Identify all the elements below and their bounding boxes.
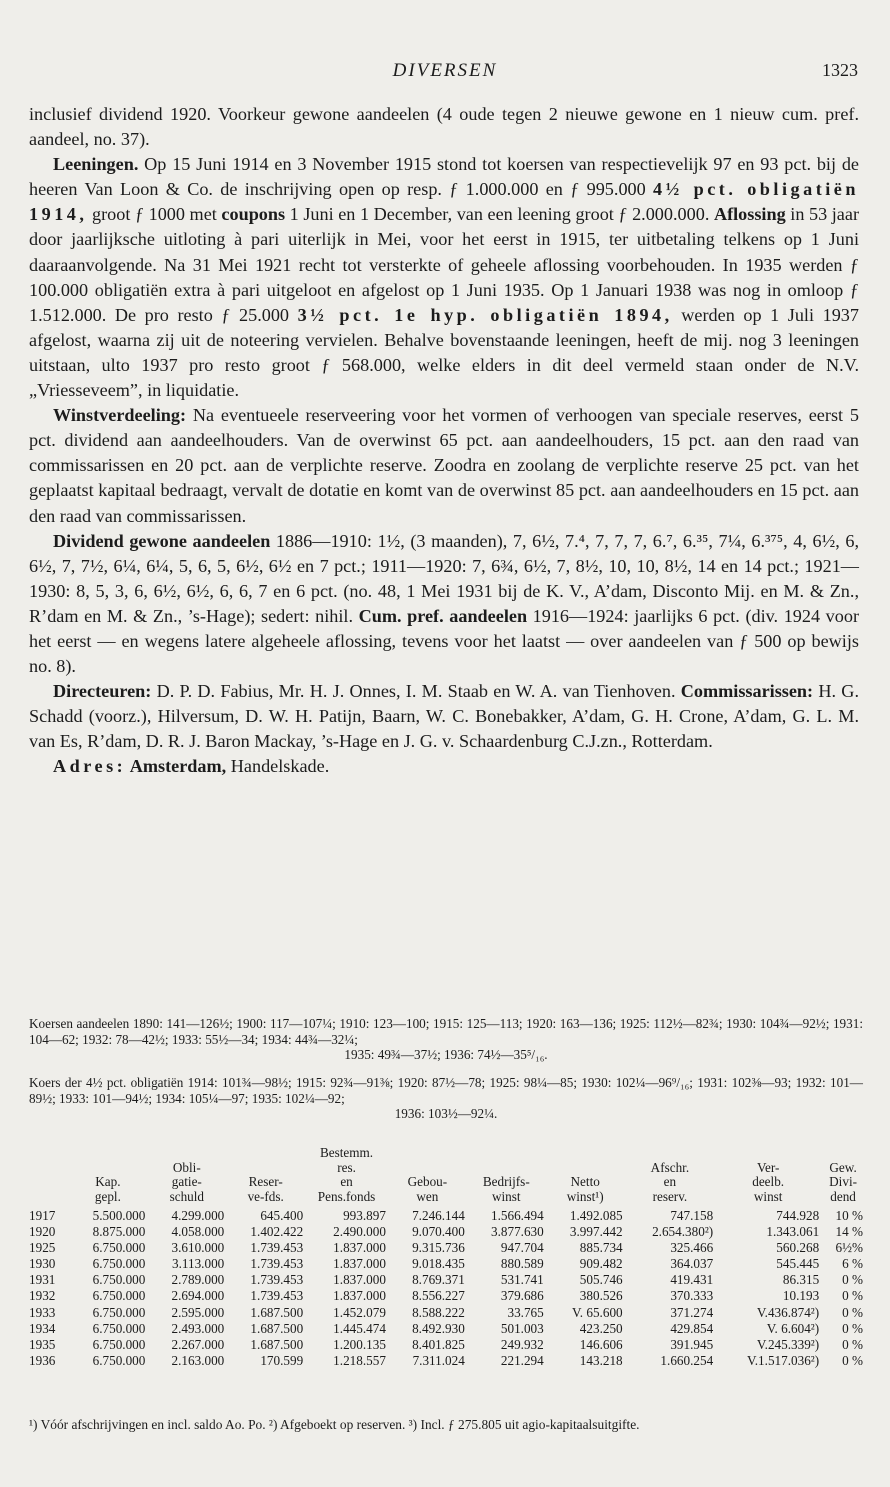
table-cell: 6.750.000 — [92, 1256, 146, 1272]
table-cell: 10.193 — [782, 1288, 820, 1304]
adres-label: Adres: — [53, 756, 127, 777]
table-cell: 747.158 — [670, 1208, 714, 1223]
table-cell: 371.274 — [670, 1304, 714, 1320]
table-cell: 1.687.500 — [250, 1320, 304, 1336]
running-title: DIVERSEN — [392, 60, 498, 81]
leeningen-text-3: 1 Juni en 1 December, van een leening groot ƒ 2.000.000. — [285, 204, 714, 225]
table-year-cell: 1917 — [29, 1208, 56, 1223]
table-cell: 419.431 — [670, 1272, 714, 1288]
table-header-cell: Obli- gatie- schuld — [169, 1159, 205, 1204]
table-year-cell: 1931 — [29, 1272, 56, 1288]
table-cell: 2.654.380²) — [652, 1224, 714, 1240]
winstverdeeling-text: Na eventueele reserveering voor het vormen of verhoogen van speciale reserves, eerst 5 pct. dividend aan aandeelhouders. Van de overwinst 65 pct. aan aandeelhouders, 15 pct. aan den raad van commissarissen en 20 pct. aan de verplichte reserve. Zoodra en zoolang de verplichte reserve 25 pct. van het geplaatst kapitaal bedraagt, vervalt de dotatie en komt van de overwinst 85 pct. aan aandeelhouders en 15 pct. aan den raad van commissarissen. — [29, 405, 859, 526]
table-header-cell — [29, 1146, 68, 1208]
table-header-cell: Reser- ve-fds. — [247, 1174, 284, 1204]
table-year-cell: 1936 — [29, 1352, 56, 1368]
table-header-cell: Bedrijfs- winst — [482, 1174, 530, 1204]
table-cell: V. 6.604²) — [766, 1320, 820, 1336]
table-year-cell: 1935 — [29, 1336, 56, 1352]
table-cell: 1.687.500 — [250, 1336, 304, 1352]
paragraph-adres — [29, 754, 859, 779]
table-cell: 909.482 — [579, 1256, 623, 1272]
leeningen-text-1: Op 15 Juni 1914 en 3 November 1915 stond tot koersen van respectievelijk 97 en 93 pct. bij de heeren Van Loon & Co. de inschrijving open op resp. ƒ 1.000.000 en ƒ 995.000 — [29, 154, 859, 200]
cum-pref-label: Cum. pref. aandeelen — [358, 605, 528, 626]
table-cell: 170.599 — [260, 1352, 304, 1368]
table-cell: 2.493.000 — [171, 1320, 225, 1336]
table-header-cell: Kap. gepl. — [94, 1174, 121, 1204]
table-cell: 429.854 — [670, 1320, 714, 1336]
table-cell: 0 % — [842, 1304, 863, 1320]
paragraph-continuation — [29, 102, 859, 152]
leeningen-text-5: werden op 1 Juli 1937 afgelost, waarna zij uit de noteering vervielen. Behalve bovenstaande leeningen, heeft de mij. nog 3 leeningen uitstaan, ulto 1937 pro resto groot ƒ 568.000, welke elders in dit deel vermeld staan onder de N.V. „Vriesseveem”, in liquidatie. — [29, 304, 859, 401]
table-cell: 7.246.144 — [412, 1208, 465, 1223]
table-cell: 3.113.000 — [172, 1256, 225, 1272]
cum-pref-text: 1916—1924: jaarlijks 6 pct. (div. 1924 voor het eerst — en wegens latere algeheele aflossing, tevens voor het laatst — over aandeelen van ƒ 500 op bewijs no. 8). — [29, 605, 859, 677]
table-cell: 8.769.371 — [412, 1272, 465, 1288]
table-cell: 0 % — [842, 1272, 863, 1288]
winstverdeeling-label: Winstverdeeling: — [53, 405, 187, 426]
dividend-text: 1886—1910: 1½, (3 maanden), 7, 6½, 7.⁴, 7, 7, 7, 6.⁷, 6.³⁵, 7¼, 6.³⁷⁵, 4, 6½, 6, 6½, 7, 7½, 6¼, 6¼, 5, 6, 5, 6½, 6½ en 7 pct.; 1911—1920: 7, 6¾, 6½, 7, 8½, 10, 10, 8½, 14 en 14 pct.; 1921—1930: 8, 5, 3, 6, 6½, 6½, 6, 6, 7 en 6 pct. (no. 48, 1 Mei 1931 bij de K. V., A’dam, Disconto Mij. en M. & Zn., R’dam en M. & Zn., ’s-Hage); sedert: nihil. — [29, 530, 859, 626]
table-cell: 370.333 — [670, 1288, 714, 1304]
adres-text: Handelskade. — [226, 756, 330, 777]
coupons-label: coupons — [221, 204, 286, 225]
table-year-cell: 1925 — [29, 1240, 56, 1256]
table-row — [29, 1337, 865, 1353]
table-cell: 8.401.825 — [412, 1336, 465, 1352]
table-cell: 3.610.000 — [171, 1240, 225, 1256]
table-cell: 6.750.000 — [92, 1336, 146, 1352]
directeuren-text: D. P. D. Fabius, Mr. H. J. Onnes, I. M. Staab en W. A. van Tienhoven. — [151, 681, 681, 702]
table-cell: 146.606 — [579, 1336, 623, 1352]
paragraph-dividend — [29, 529, 859, 680]
table-cell: 645.400 — [260, 1208, 304, 1223]
table-cell: 1.566.494 — [490, 1208, 544, 1223]
table-cell: 33.765 — [507, 1304, 544, 1320]
table-header-cell: Afschr. en reserv. — [650, 1159, 690, 1204]
obligaties-1894-label: 3½ pct. 1e hyp. obligatiën 1894, — [297, 304, 673, 325]
koers-obligaties — [29, 1075, 863, 1122]
table-year-cell: 1933 — [29, 1304, 56, 1320]
table-cell: 560.268 — [776, 1240, 820, 1256]
continuation-text: inclusief dividend 1920. Voorkeur gewone aandeelen (4 oude tegen 2 nieuwe gewone en 1 nieuw cum. pref. aandeel, no. 37). — [29, 104, 859, 150]
table-cell: 6.750.000 — [92, 1352, 146, 1368]
table-cell: 1.837.000 — [333, 1240, 386, 1256]
table-cell: 364.037 — [670, 1256, 714, 1272]
table-cell: 143.218 — [579, 1352, 623, 1368]
obligaties-1914-label: 4½ pct. obligatiën 1914, — [29, 179, 859, 225]
table-header-cell: Bestemm. res. en Pens.fonds — [317, 1145, 376, 1204]
table-cell: 0 % — [842, 1288, 863, 1304]
table-cell: 249.932 — [500, 1336, 544, 1352]
table-header-cell: Gew. Divi- dend — [829, 1159, 857, 1204]
directeuren-label: Directeuren: — [53, 681, 152, 702]
table-cell: 86.315 — [782, 1272, 820, 1288]
table-year-cell: 1934 — [29, 1320, 56, 1336]
table-cell: 1.445.474 — [333, 1320, 386, 1336]
adres-city: Amsterdam, — [126, 756, 227, 777]
table-cell: 2.789.000 — [171, 1272, 225, 1288]
table-cell: 1.837.000 — [333, 1256, 386, 1272]
table-year-cell: 1932 — [29, 1288, 56, 1304]
table-header-cell: Netto winst¹) — [566, 1174, 604, 1204]
commissarissen-text: H. G. Schadd (voorz.), Hilversum, D. W. H. Patijn, Baarn, W. C. Bonebakker, A’dam, G. H. Crone, A’dam, G. L. M. van Es, R’dam, D. R. J. Baron Mackay, ’s-Hage en J. G. v. Schaardenburg C.J.zn., Rotterdam. — [29, 681, 859, 752]
paragraph-directeuren — [29, 679, 859, 754]
table-cell: 1.660.254 — [660, 1352, 714, 1368]
table-cell: 1.687.500 — [250, 1304, 304, 1320]
paragraph-leeningen — [29, 152, 859, 403]
financial-table — [29, 1146, 865, 1369]
koers-obligaties-text: Koers der 4½ pct. obligatiën 1914: 101¾—98½; 1915: 92¾—91⅜; 1920: 87½—78; 1925: 98¼—85; 1930: 102¼—96⁹/₁₆; 1931: 102⅜—93; 1932: 101—89½; 1933: 101—94½; 1934: 105¼—97; 1935: 102¼—92; — [29, 1075, 863, 1106]
footnotes — [29, 1417, 863, 1433]
table-cell: 6.750.000 — [92, 1320, 146, 1336]
table-cell: 1.739.453 — [250, 1288, 304, 1304]
table-cell: 0 % — [842, 1336, 863, 1352]
table-year-cell: 1930 — [29, 1256, 56, 1272]
table-cell: 1.837.000 — [333, 1272, 386, 1288]
table-cell: 993.897 — [343, 1208, 386, 1223]
koersen-aandeelen-last: 1935: 49¾—37½; 1936: 74½—35⁵/₁₆. — [344, 1047, 548, 1062]
paragraph-winstverdeeling — [29, 403, 859, 528]
table-cell: 1.402.422 — [250, 1224, 304, 1240]
table-cell: V. 65.600 — [571, 1304, 623, 1320]
table-row — [29, 1288, 865, 1304]
table-header-cell: Gebou- wen — [407, 1174, 448, 1204]
table-cell: V.436.874²) — [756, 1304, 820, 1320]
koersen-aandeelen — [29, 1016, 863, 1063]
table-cell: 423.250 — [579, 1320, 623, 1336]
table-cell: 885.734 — [579, 1240, 623, 1256]
table-cell: 880.589 — [500, 1256, 544, 1272]
table-cell: 0 % — [842, 1320, 863, 1336]
table-cell: 6½% — [835, 1240, 863, 1256]
table-cell: 1.343.061 — [766, 1224, 820, 1240]
table-cell: 744.928 — [776, 1208, 820, 1223]
table-cell: 0 % — [842, 1352, 863, 1368]
table-row — [29, 1353, 865, 1369]
table-header-cell: Ver- deelb. winst — [752, 1159, 785, 1204]
table-cell: 6.750.000 — [92, 1304, 146, 1320]
table-cell: 9.070.400 — [412, 1224, 465, 1240]
table-cell: V.245.339²) — [756, 1336, 820, 1352]
table-cell: 379.686 — [500, 1288, 544, 1304]
table-cell: V.1.517.036²) — [746, 1352, 820, 1368]
table-cell: 1.492.085 — [569, 1208, 623, 1223]
table-cell: 3.997.442 — [569, 1224, 623, 1240]
table-cell: 6.750.000 — [92, 1288, 146, 1304]
table-cell: 8.875.000 — [92, 1224, 146, 1240]
table-cell: 3.877.630 — [490, 1224, 544, 1240]
leeningen-text-2: groot ƒ 1000 met — [87, 204, 222, 225]
table-cell: 2.595.000 — [171, 1304, 225, 1320]
table-cell: 14 % — [835, 1224, 863, 1240]
table-row — [29, 1224, 865, 1240]
table-cell: 2.163.000 — [171, 1352, 225, 1368]
table-cell: 1.200.135 — [333, 1336, 386, 1352]
table-cell: 1.739.453 — [250, 1240, 304, 1256]
table-cell: 6.750.000 — [92, 1240, 146, 1256]
table-cell: 9.018.435 — [412, 1256, 465, 1272]
table-cell: 325.466 — [670, 1240, 714, 1256]
table-row — [29, 1240, 865, 1256]
table-row — [29, 1321, 865, 1337]
table-cell: 221.294 — [500, 1352, 544, 1368]
table-cell: 8.588.222 — [412, 1304, 465, 1320]
page-number: 1323 — [822, 60, 858, 80]
koers-obligaties-last: 1936: 103½—92¼. — [394, 1106, 498, 1121]
table-cell: 6 % — [842, 1256, 863, 1272]
table-row — [29, 1272, 865, 1288]
koersen-aandeelen-text: Koersen aandeelen 1890: 141—126½; 1900: 117—107¼; 1910: 123—100; 1915: 125—113; 1920: 163—136; 1925: 112½—82¾; 1930: 104¾—92½; 1931: 104—62; 1932: 78—42½; 1933: 55½—34; 1934: 44¾—32¼; — [29, 1016, 863, 1047]
table-cell: 2.490.000 — [333, 1224, 386, 1240]
table-cell: 531.741 — [500, 1272, 544, 1288]
table-cell: 391.945 — [670, 1336, 714, 1352]
table-cell: 8.492.930 — [412, 1320, 465, 1336]
table-cell: 501.003 — [500, 1320, 544, 1336]
commissarissen-label: Commissarissen: — [680, 681, 814, 702]
table-cell: 9.315.736 — [412, 1240, 465, 1256]
dividend-label: Dividend gewone aandeelen — [53, 530, 271, 551]
table-row — [29, 1305, 865, 1321]
table-cell: 4.299.000 — [171, 1208, 225, 1223]
table-cell: 8.556.227 — [412, 1288, 465, 1304]
table-year-cell: 1920 — [29, 1224, 56, 1240]
table-cell: 545.445 — [776, 1256, 820, 1272]
body-text — [29, 102, 859, 780]
table-cell: 1.452.079 — [333, 1304, 386, 1320]
table-cell: 4.058.000 — [171, 1224, 225, 1240]
table-body — [29, 1208, 865, 1369]
table-cell: 10 % — [835, 1208, 863, 1223]
table-cell: 505.746 — [579, 1272, 623, 1288]
leeningen-label: Leeningen. — [53, 154, 139, 175]
aflossing-label: Aflossing — [713, 204, 786, 225]
table-cell: 7.311.024 — [412, 1352, 465, 1368]
table-cell: 1.739.453 — [250, 1256, 304, 1272]
footnote-text: ¹) Vóór afschrijvingen en incl. saldo Ao. Po. ²) Afgeboekt op reserven. ³) Incl. ƒ 275.805 uit agio-kapitaalsuitgifte. — [29, 1417, 640, 1432]
page-header — [0, 60, 890, 84]
table-cell: 1.837.000 — [333, 1288, 386, 1304]
table-cell: 380.526 — [579, 1288, 623, 1304]
table-row — [29, 1208, 865, 1224]
table-cell: 947.704 — [500, 1240, 544, 1256]
table-cell: 2.267.000 — [171, 1336, 225, 1352]
table-cell: 5.500.000 — [92, 1208, 146, 1223]
table-cell: 1.218.557 — [333, 1352, 386, 1368]
table-row — [29, 1256, 865, 1272]
table-cell: 2.694.000 — [171, 1288, 225, 1304]
table-cell: 1.739.453 — [250, 1272, 304, 1288]
table-header-row — [29, 1146, 865, 1208]
table-cell: 6.750.000 — [92, 1272, 146, 1288]
leeningen-text-4: in 53 jaar door jaarlijksche uitloting à pari uiterlijk in Mei, voor het eerst in 1915, ter uitbetaling telkens op 1 Juni daaraanvolgende. Na 31 Mei 1921 recht tot versterkte of geheele aflossing voorbehouden. In 1935 werden ƒ 100.000 obligatiën extra à pari uitgeloot en afgelost op 1 Juni 1935. Op 1 Januari 1938 was nog in omloop ƒ 1.512.000. De pro resto ƒ 25.000 — [29, 204, 859, 325]
